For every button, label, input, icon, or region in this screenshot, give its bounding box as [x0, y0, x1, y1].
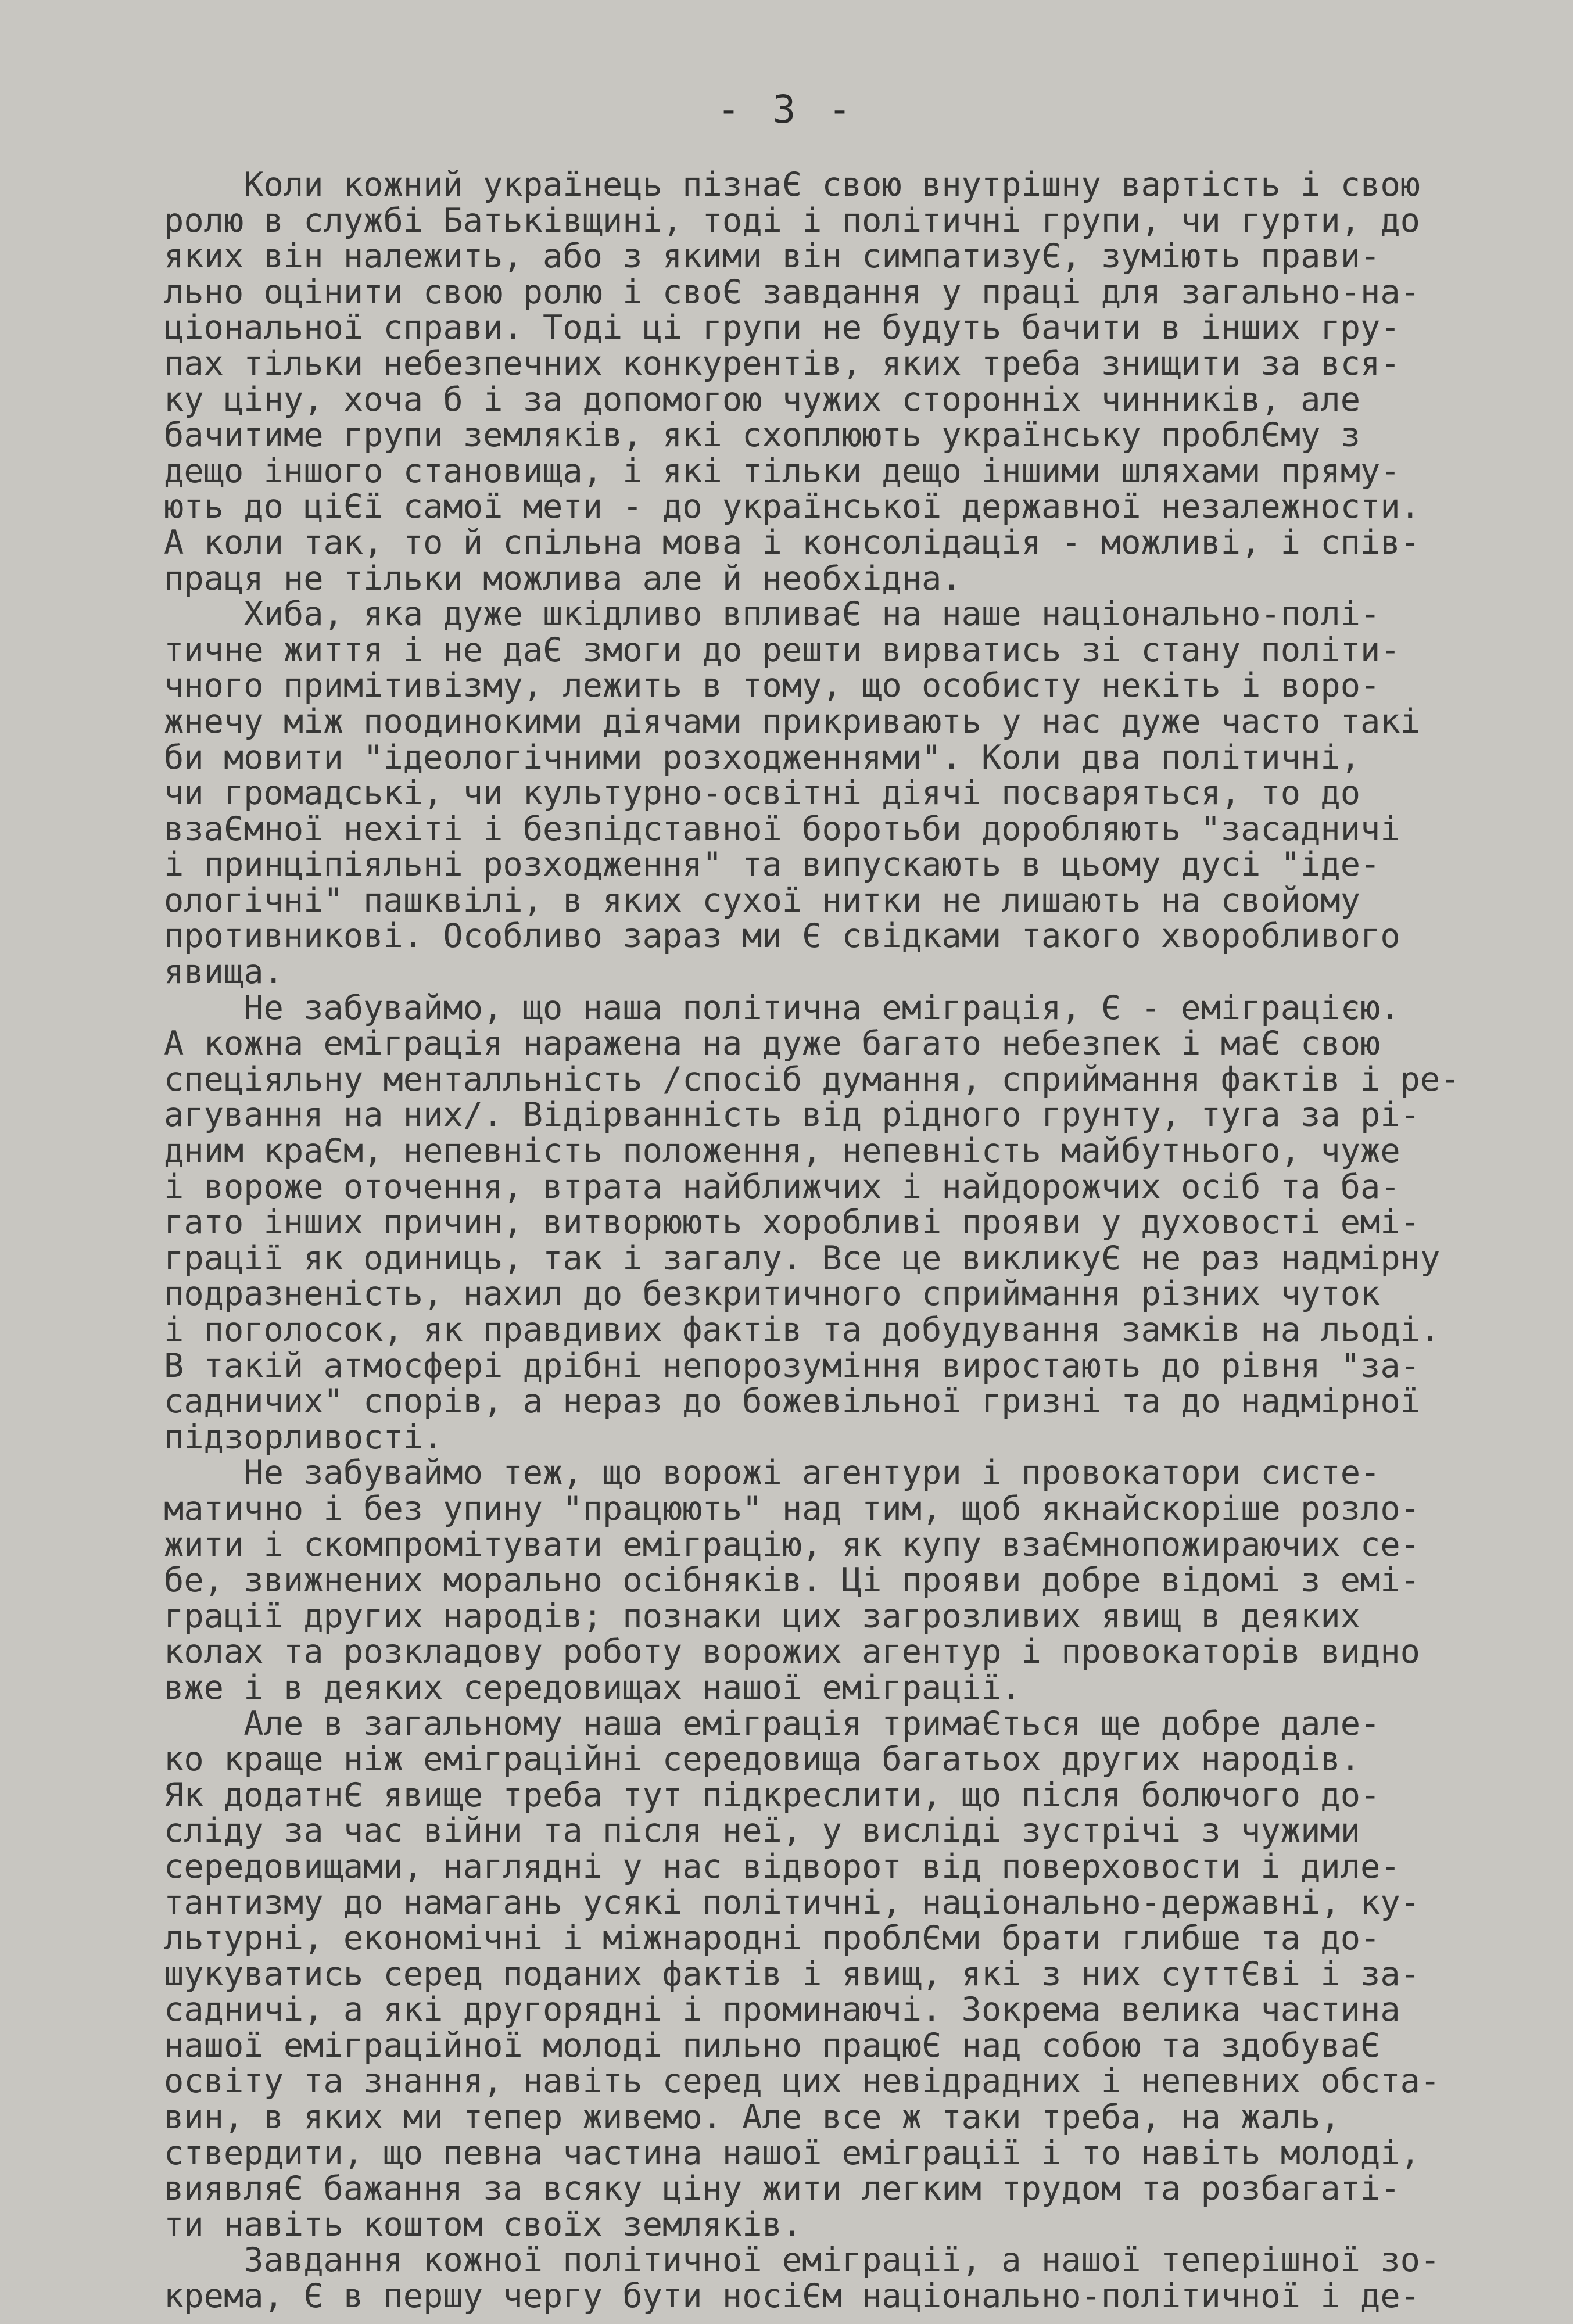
text-line: ролю в службі Батьківщині, тоді і політичні групи, чи гурти, до: [164, 201, 1420, 240]
text-line: Хиба, яка дуже шкідливо впливаЄ на наше національно-полі-: [164, 595, 1381, 634]
text-line: виявляЄ бажання за всяку ціну жити легким трудом та розбагаті-: [164, 2169, 1400, 2208]
text-line: Коли кожний українець пізнаЄ свою внутрішну вартість і свою: [164, 166, 1420, 204]
text-line: грації як одиниць, так і загалу. Все це викликуЄ не раз надмірну: [164, 1239, 1441, 1278]
text-line: і вороже оточення, втрата найближчих і найдорожчих осіб та ба-: [164, 1167, 1400, 1206]
body-text: [164, 167, 1524, 2315]
text-line: бе, звижнених морально осібняків. Ці прояви добре відомі з емі-: [164, 1561, 1420, 1600]
text-line: ціональної справи. Тоді ці групи не будуть бачити в інших гру-: [164, 309, 1400, 347]
text-line: бачитиме групи земляків, які схоплюють українську проблЄму з: [164, 416, 1361, 455]
text-line: взаЄмної нехіті і безпідставної боротьби доробляють "засадничі: [164, 809, 1400, 848]
text-line: і поголосок, як правдивих фактів та добудування замків на льоді.: [164, 1311, 1441, 1349]
text-line: Не забуваймо, що наша політична еміграція, Є - еміграцією.: [164, 988, 1400, 1027]
text-line: шукуватись серед поданих фактів і явищ, які з них суттЄві і за-: [164, 1954, 1420, 1993]
text-line: яких він належить, або з якими він симпатизуЄ, зуміють прави-: [164, 237, 1381, 276]
text-line: противникові. Особливо зараз ми Є свідками такого хворобливого: [164, 917, 1400, 956]
text-line: колах та розкладову роботу ворожих агентур і провокаторів видно: [164, 1633, 1420, 1672]
text-line: явища.: [164, 953, 284, 992]
text-line: ку ціну, хоча б і за допомогою чужих сторонніх чинників, але: [164, 380, 1361, 419]
text-line: ствердити, що певна частина нашої еміграції і то навіть молоді,: [164, 2133, 1420, 2172]
text-line: Як додатнЄ явище треба тут підкреслити, що після болючого до-: [164, 1776, 1381, 1814]
text-line: сліду за час війни та після неї, у висліді зустрічі з чужими: [164, 1812, 1361, 1850]
text-line: дним краЄм, непевність положення, непевність майбутнього, чуже: [164, 1132, 1400, 1171]
text-line: ко краще ніж еміграційні середовища багатьох других народів.: [164, 1740, 1361, 1779]
text-line: гато інших причин, витворюють хоробливі прояви у духовості емі-: [164, 1203, 1420, 1242]
text-line: ють до ціЄї самої мети - до української державної незалежности.: [164, 487, 1420, 526]
text-line: і принціпіяльні розходження" та випускають в цьому дусі "іде-: [164, 845, 1381, 884]
text-line: дещо іншого становища, і які тільки дещо іншими шляхами пряму-: [164, 451, 1400, 490]
text-line: чи громадські, чи культурно-освітні діячі посваряться, то до: [164, 774, 1361, 813]
text-line: середовищами, наглядні у нас відворот від поверховости і диле-: [164, 1847, 1400, 1886]
text-line: льно оцінити свою ролю і своЄ завдання у праці для загально-на-: [164, 272, 1420, 311]
text-line: А коли так, то й спільна мова і консолідація - можливі, і спів-: [164, 523, 1420, 562]
page-number: - 3 -: [717, 87, 856, 132]
text-line: праця не тільки можлива але й необхідна.: [164, 559, 962, 598]
text-line: Не забуваймо теж, що ворожі агентури і провокатори систе-: [164, 1454, 1381, 1493]
text-line: спеціяльну менталльність /спосіб думання, сприймання фактів і ре-: [164, 1060, 1460, 1099]
text-line: агування на них/. Відірванність від рідного грунту, туга за рі-: [164, 1096, 1420, 1135]
text-line: вин, в яких ми тепер живемо. Але все ж таки треба, на жаль,: [164, 2098, 1341, 2137]
text-line: жнечу між поодинокими діячами прикривають у нас дуже часто такі: [164, 702, 1420, 741]
text-line: Завдання кожної політичної еміграції, а нашої теперішної зо-: [164, 2241, 1441, 2280]
text-line: підзорливості.: [164, 1418, 443, 1457]
text-line: тантизму до намагань усякі політичні, національно-державні, ку-: [164, 1883, 1420, 1922]
text-line: В такій атмосфері дрібні непорозуміння виростають до рівня "за-: [164, 1346, 1420, 1385]
text-line: ологічні" пашквілі, в яких сухої нитки не лишають на свойому: [164, 881, 1361, 920]
text-line: вже і в деяких середовищах нашої еміграції.: [164, 1668, 1022, 1707]
text-line: крема, Є в першу чергу бути носіЄм національно-політичної і де-: [164, 2277, 1420, 2316]
text-line: освіту та знання, навіть серед цих невідрадних і непевних обста-: [164, 2062, 1441, 2101]
text-line: би мовити "ідеологічними розходженнями". Коли два політичні,: [164, 738, 1361, 777]
text-line: Але в загальному наша еміграція тримаЄться ще добре дале-: [164, 1704, 1381, 1743]
text-line: садничі, а які другорядні і проминаючі. Зокрема велика частина: [164, 1991, 1400, 2029]
text-line: садничих" спорів, а нераз до божевільної гризні та до надмірної: [164, 1382, 1420, 1421]
text-line: пах тільки небезпечних конкурентів, яких треба знищити за вся-: [164, 344, 1400, 383]
text-line: ти навіть коштом своїх земляків.: [164, 2205, 802, 2244]
text-line: подразненість, нахил до безкритичного сприймання різних чуток: [164, 1275, 1381, 1314]
text-line: матично і без упину "працюють" над тим, щоб якнайскоріше розло-: [164, 1489, 1420, 1528]
text-line: нашої еміграційної молоді пильно працюЄ над собою та здобуваЄ: [164, 2026, 1381, 2065]
text-line: грації других народів; познаки цих загрозливих явищ в деяких: [164, 1597, 1361, 1636]
text-line: А кожна еміграція наражена на дуже багато небезпек і маЄ свою: [164, 1024, 1381, 1063]
text-line: чного примітивізму, лежить в тому, що особисту некіть і воро-: [164, 666, 1381, 705]
text-line: льтурні, економічні і міжнародні проблЄми брати глибше та до-: [164, 1919, 1381, 1958]
text-line: жити і скомпромітувати еміграцію, як купу взаЄмнопожираючих се-: [164, 1525, 1420, 1564]
text-line: тичне життя і не даЄ змоги до решти вирватись зі стану політи-: [164, 630, 1400, 669]
